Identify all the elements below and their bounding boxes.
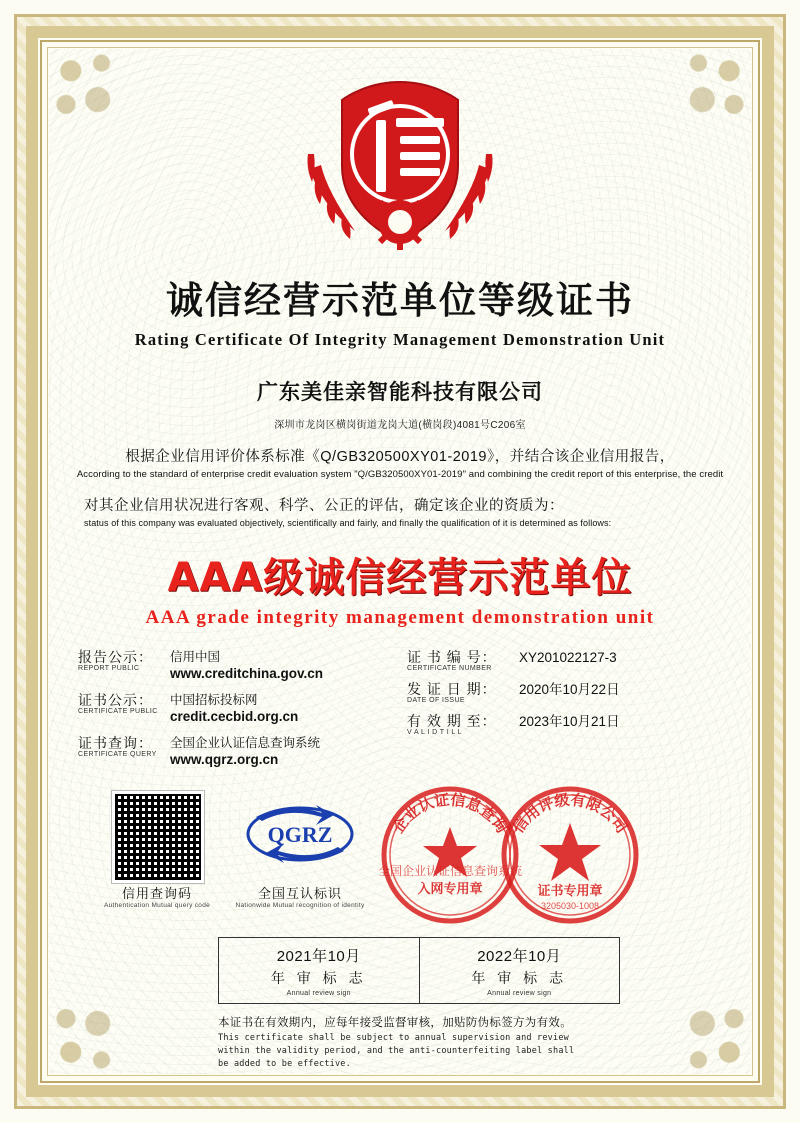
field-date-of-issue-label	[407, 681, 519, 704]
annual-review-table	[218, 937, 620, 1004]
review-year: 2021年10月	[276, 948, 361, 966]
seal-right-bottom-text: 证书专用章	[537, 884, 603, 900]
field-certificate-query	[78, 735, 393, 769]
field-certificate-query-value	[170, 735, 320, 769]
statement-2-en: status of this company was evaluated objectively, scientifically and fairly, and finally the qualification of it is determined as follows:	[84, 518, 612, 528]
value-url[interactable]: www.creditchina.gov.cn	[170, 666, 324, 682]
label-en: CERTIFICATE PUBLIC	[78, 707, 158, 715]
info-column-right	[393, 649, 722, 777]
qr-caption-en: Authentication Mutual query code	[103, 902, 211, 910]
marks-row	[70, 783, 730, 933]
statement-1-en: According to the standard of enterprise credit evaluation system "Q/GB320500XY01-2019" and combining the credit report of this enterprise, the credit	[76, 469, 724, 480]
value-name: 信用中国	[170, 650, 221, 664]
field-valid-till-label	[407, 713, 519, 736]
label-en: V A L I D T I L L	[407, 729, 463, 737]
label-en: CERTIFICATE NUMBER	[407, 665, 492, 673]
seal-left-arc-text: 企业认证信息查询	[389, 791, 511, 837]
field-valid-till-value: 2023年10月21日	[519, 714, 620, 730]
grade-title-cn: AAA级诚信经营示范单位	[167, 555, 633, 601]
qr-code[interactable]	[112, 791, 204, 883]
label-cn: 证 书 编 号：	[407, 649, 497, 665]
value-url[interactable]: www.qgrz.org.cn	[170, 751, 279, 767]
review-year: 2022年10月	[477, 948, 562, 966]
field-report-public-value	[170, 649, 323, 683]
national-emblem	[250, 74, 550, 264]
field-certificate-public	[78, 692, 393, 726]
footnote-en-line-3: be added to be effective.	[218, 1058, 351, 1069]
statement-2-cn: 对其企业信用状况进行客观、科学、公正的评估，确定该企业的资质为：	[84, 498, 564, 514]
info-column-left	[78, 649, 393, 777]
emblem-icon	[250, 74, 550, 264]
qgrz-logo-text: QGRZ	[267, 822, 333, 848]
footnote-en-line-2: within the validity period, and the anti-counterfeiting label shall	[218, 1046, 575, 1057]
qr-caption	[92, 883, 222, 909]
label-cn: 有 效 期 至：	[407, 713, 497, 730]
value-name: 中国招标投标网	[170, 692, 258, 707]
seal-right-arc-text: 信用评级有限公司	[509, 791, 631, 837]
field-date-of-issue-value: 2020年10月22日	[519, 682, 620, 698]
qgrz-logo-icon	[240, 797, 360, 871]
seal-right-code-text: 3205030-1008	[540, 901, 600, 912]
qgrz-caption	[230, 883, 370, 909]
label-en: CERTIFICATE QUERY	[78, 750, 157, 758]
review-sign-en: Annual review sign	[487, 990, 552, 998]
footnote	[70, 1014, 730, 1070]
statement-2	[70, 494, 730, 528]
field-certificate-public-value	[170, 692, 298, 726]
field-certificate-number-value: XY201022127-3	[519, 650, 617, 665]
value-url[interactable]: credit.cecbid.org.cn	[170, 709, 299, 725]
field-certificate-query-label	[78, 735, 170, 758]
field-report-public	[78, 649, 393, 683]
seal-left-bottom-text: 入网专用章	[417, 882, 483, 898]
qr-caption-cn: 信用查询码	[121, 886, 192, 902]
certificate-content	[70, 56, 730, 1069]
review-sign-cn: 年 审 标 志	[471, 970, 568, 987]
seal-left-mid-text: 全国企业认证信息查询系统	[377, 864, 523, 879]
qgrz-caption-cn: 全国互认标识	[257, 886, 342, 902]
review-sign-cn: 年 审 标 志	[270, 970, 367, 987]
footnote-cn: 本证书在有效期内，应每年接受监督审核，加贴防伪标签方为有效。	[218, 1017, 572, 1030]
footnote-en	[218, 1032, 730, 1070]
company-name: 广东美佳亲智能科技有限公司	[257, 380, 543, 404]
review-sign-en: Annual review sign	[286, 990, 351, 998]
info-block	[70, 649, 730, 777]
company-address: 深圳市龙岗区横岗街道龙岗大道(横岗段)4081号C206室	[274, 420, 526, 431]
seal-certificate-stamp	[490, 775, 650, 935]
label-cn: 报告公示：	[78, 649, 153, 665]
statement-1	[70, 445, 730, 480]
label-cn: 证书查询：	[78, 734, 153, 751]
field-certificate-number	[407, 649, 722, 672]
certificate-title-cn: 诚信经营示范单位等级证书	[166, 279, 634, 322]
label-en: DATE OF ISSUE	[407, 697, 465, 705]
statement-1-cn: 根据企业信用评价体系标准《Q/GB320500XY01-2019》，并结合该企业信用报告，	[125, 449, 675, 465]
value-name: 全国企业认证信息查询系统	[170, 735, 321, 750]
annual-review-cell-1	[219, 938, 419, 1003]
grade-title-en: AAA grade integrity management demonstration unit	[145, 607, 655, 628]
label-cn: 发 证 日 期：	[407, 681, 497, 698]
certificate-title-en: Rating Certificate Of Integrity Management Demonstration Unit	[134, 330, 666, 349]
annual-review-cell-2	[419, 938, 620, 1003]
field-report-public-label	[78, 649, 170, 672]
qgrz-caption-en: Nationwide Mutual recognition of identity	[235, 902, 365, 910]
field-certificate-number-label	[407, 649, 519, 672]
field-date-of-issue	[407, 681, 722, 704]
field-certificate-public-label	[78, 692, 170, 715]
field-valid-till	[407, 713, 722, 736]
label-en: REPORT PUBLIC	[78, 665, 140, 673]
footnote-en-line-1: This certificate shall be subject to annual supervision and review	[218, 1033, 569, 1044]
label-cn: 证书公示：	[78, 691, 153, 708]
